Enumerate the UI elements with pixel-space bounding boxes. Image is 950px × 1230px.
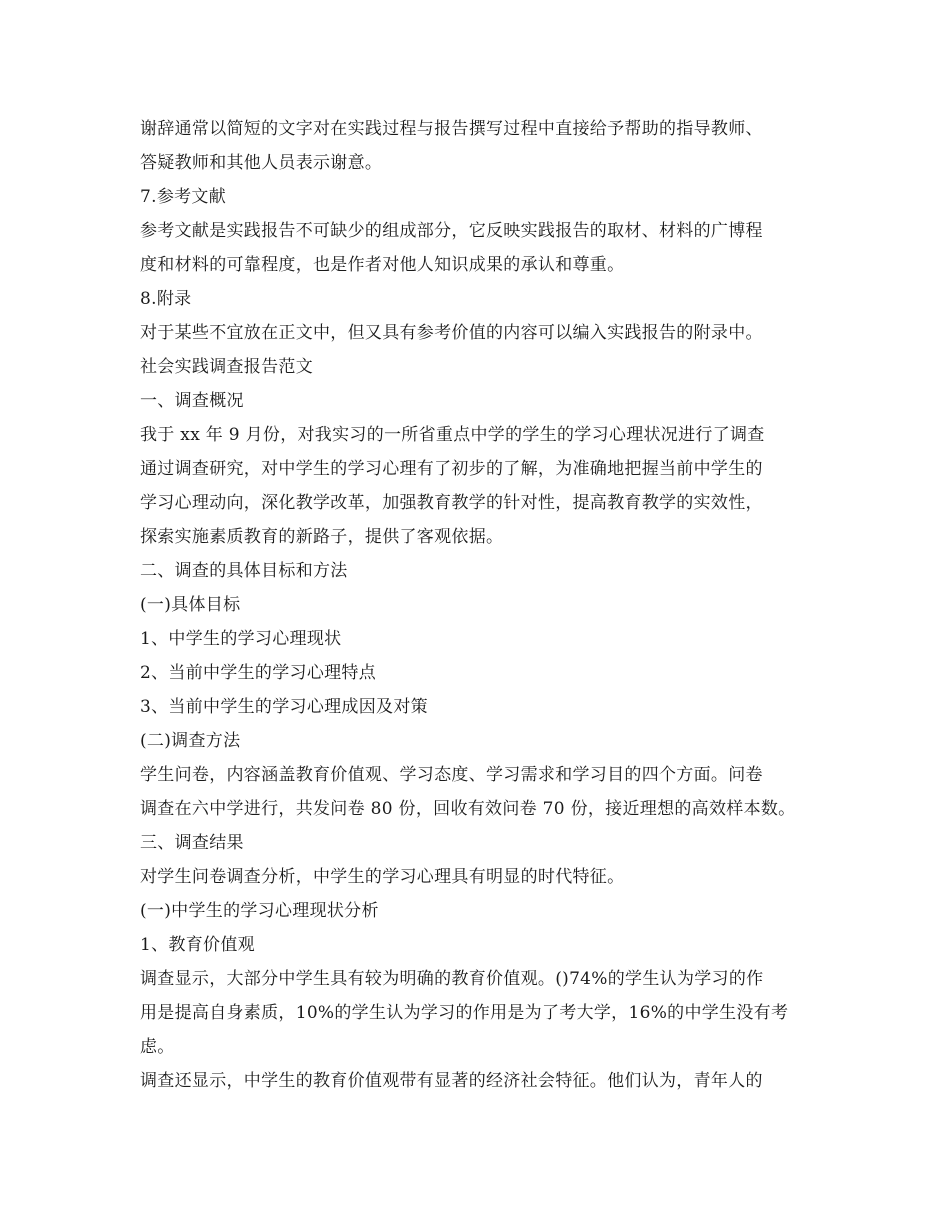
subsection-heading: (二)调查方法 xyxy=(140,731,241,751)
subsection-heading: (一)中学生的学习心理现状分析 xyxy=(140,901,379,921)
text-line: 通过调查研究，对中学生的学习心理有了初步的了解，为准确地把握当前中学生的 xyxy=(140,459,763,479)
text-line: 我于 xx 年 9 月份，对我实习的一所省重点中学的学生的学习心理状况进行了调查 xyxy=(140,425,765,445)
text-line: 度和材料的可靠程度，也是作者对他人知识成果的承认和尊重。 xyxy=(140,255,625,275)
text-line: 参考文献是实践报告不可缺少的组成部分，它反映实践报告的取材、材料的广博程 xyxy=(140,221,763,241)
section-heading: 7.参考文献 xyxy=(140,187,227,207)
text-line: 用是提高自身素质，10%的学生认为学习的作用是为了考大学，16%的中学生没有考 xyxy=(140,1003,789,1023)
list-item: 1、教育价值观 xyxy=(140,935,255,955)
subsection-heading: (一)具体目标 xyxy=(140,595,241,615)
text-line: 调查显示，大部分中学生具有较为明确的教育价值观。()74%的学生认为学习的作 xyxy=(140,969,764,989)
text-line: 学生问卷，内容涵盖教育价值观、学习态度、学习需求和学习目的四个方面。问卷 xyxy=(140,765,763,785)
text-line: 对于某些不宜放在正文中，但又具有参考价值的内容可以编入实践报告的附录中。 xyxy=(140,323,763,343)
text-line: 调查还显示，中学生的教育价值观带有显著的经济社会特征。他们认为，青年人的 xyxy=(140,1071,763,1091)
list-item: 2、当前中学生的学习心理特点 xyxy=(140,663,377,683)
list-item: 1、中学生的学习心理现状 xyxy=(140,629,342,649)
section-heading: 二、调查的具体目标和方法 xyxy=(140,561,348,581)
section-heading: 三、调查结果 xyxy=(140,833,244,853)
document-body xyxy=(140,112,830,1098)
document-title: 社会实践调查报告范文 xyxy=(140,357,313,377)
text-line: 调查在六中学进行，共发问卷 80 份，回收有效问卷 70 份，接近理想的高效样本数。 xyxy=(140,799,796,819)
text-line: 对学生问卷调查分析，中学生的学习心理具有明显的时代特征。 xyxy=(140,867,625,887)
text-line: 答疑教师和其他人员表示谢意。 xyxy=(140,153,383,173)
section-heading: 一、调查概况 xyxy=(140,391,244,411)
list-item: 3、当前中学生的学习心理成因及对策 xyxy=(140,697,428,717)
text-line: 学习心理动向，深化教学改革，加强教育教学的针对性，提高教育教学的实效性， xyxy=(140,493,763,513)
text-line: 探索实施素质教育的新路子，提供了客观依据。 xyxy=(140,527,504,547)
text-line: 谢辞通常以简短的文字对在实践过程与报告撰写过程中直接给予帮助的指导教师、 xyxy=(140,119,763,139)
text-line: 虑。 xyxy=(140,1037,175,1057)
section-heading: 8.附录 xyxy=(140,289,192,309)
